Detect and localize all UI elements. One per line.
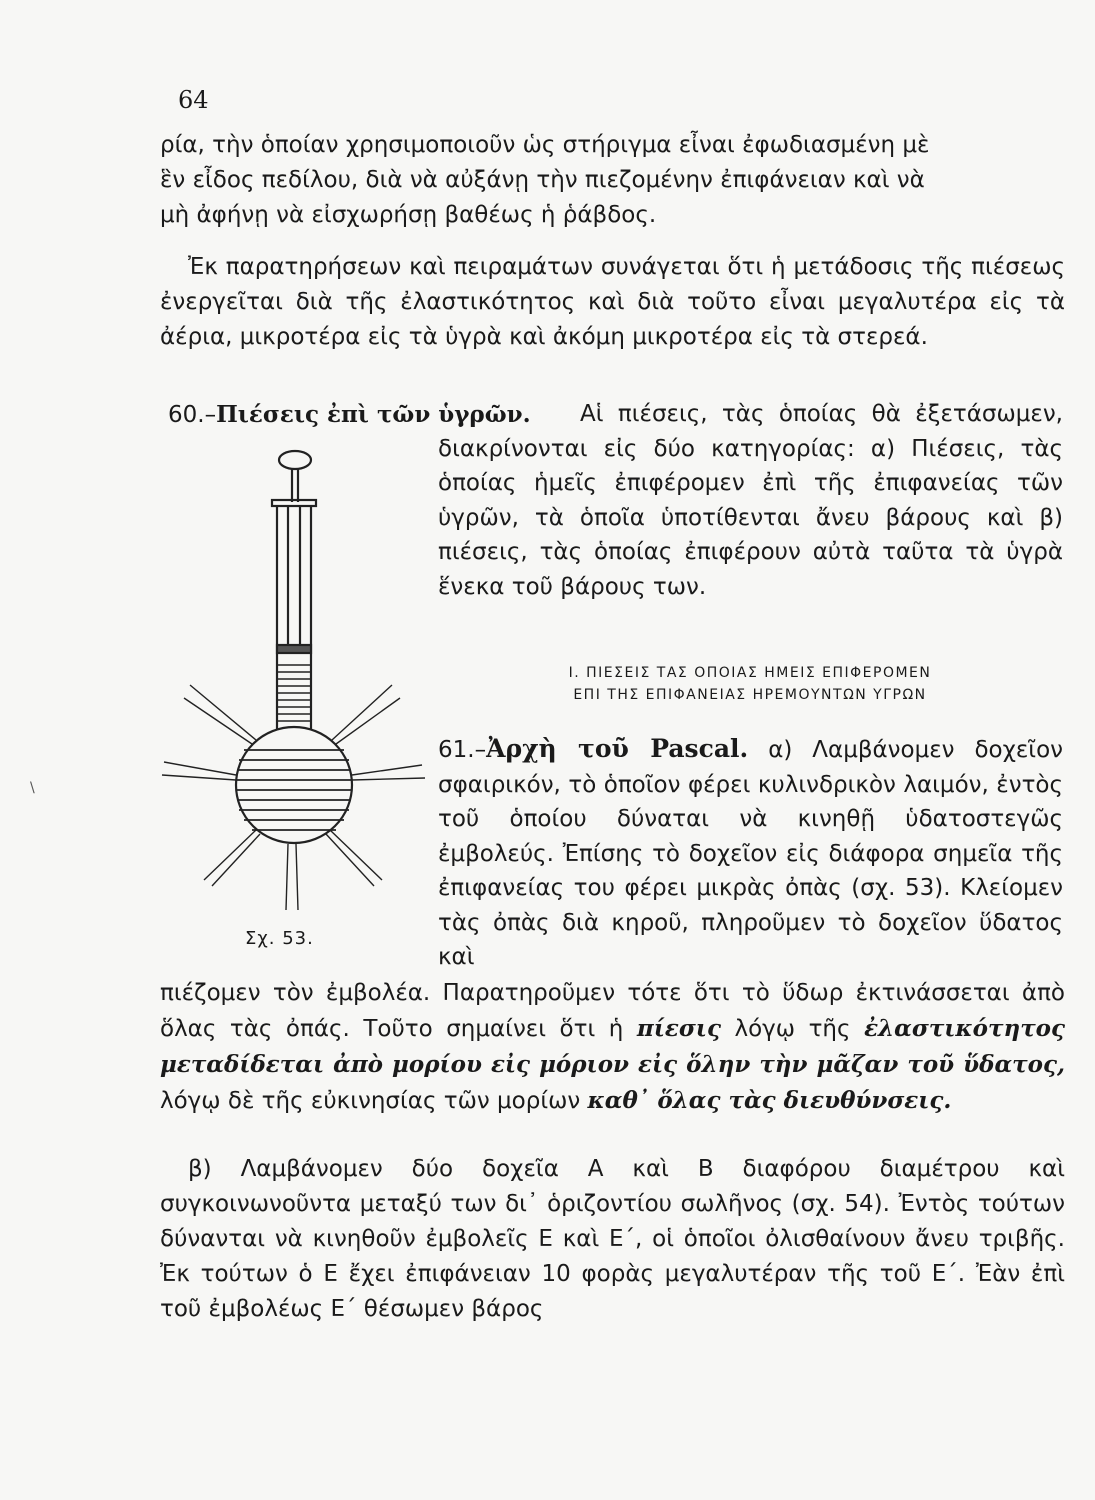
page-number: 64 xyxy=(178,86,209,114)
section-60-text: Αἱ πιέσεις, τὰς ὁποίας θὰ ἐξετάσωμεν, διακρίνονται εἰς δύο κατηγορίας: α) Πιέσεις, τὰς ὁποίας ἡμεῖς ἐπιφέρομεν ἐπὶ τῆς ἐπιφανείας τῶν ὑγρῶν, τὰ ὁποῖα ὑποτίθενται ἄνευ βάρους καὶ β) πιέσεις, τὰς ὁποίας ἐπιφέρουν αὐτὰ ταῦτα τὰ ὑγρὰ ἕνεκα τοῦ βάρους των. xyxy=(438,401,1063,600)
section-61-number: 61.– xyxy=(438,737,487,763)
section-60-number: 60.– xyxy=(168,402,217,428)
section-61-title: Ἀρχὴ τοῦ Pascal. xyxy=(486,734,749,763)
subheading xyxy=(520,662,980,706)
paragraph-b xyxy=(160,1152,1065,1327)
subheading-line-2: ΕΠΙ ΤΗΣ ΕΠΙΦΑΝΕΙΑΣ ΗΡΕΜΟΥΝΤΩΝ ΥΓΡΩΝ xyxy=(573,687,927,703)
second-paragraph-text: Ἐκ παρατηρήσεων καὶ πειραμάτων συνάγεται ὅτι ἡ μετάδοσις τῆς πιέσεως ἐνεργεῖται διὰ τῆς ἐλαστικότητος καὶ διὰ τοῦτο εἶναι μεγαλυτέρα εἰς τὰ ἀέρια, μικροτέρα εἰς τὰ ὑγρὰ καὶ ἀκόμη μικροτέρα εἰς τὰ στερεά. xyxy=(160,254,1065,350)
top-paragraph xyxy=(160,128,1065,233)
pascal-sphere-syringe-icon xyxy=(160,440,430,930)
section-61-full-a: πιέζομεν τὸν ἐμβολέα. Παρατηροῦμεν τότε ὅτι τὸ ὕδωρ ἐκτινάσσεται ἀπὸ ὅλας τὰς ὀπάς. Τοῦτο σημαίνει ὅτι ἡ xyxy=(160,980,1065,1042)
section-60-title: Πιέσεις ἐπὶ τῶν ὑγρῶν. xyxy=(216,401,531,428)
second-paragraph xyxy=(160,250,1065,355)
figure-53 xyxy=(160,440,430,930)
figure-caption: Σχ. 53. xyxy=(245,928,314,949)
top-line-2: ἓν εἶδος πεδίλου, διὰ νὰ αὐξάνῃ τὴν πιεζομένην ἐπιφάνειαν καὶ νὰ xyxy=(160,167,925,193)
stray-mark: \ xyxy=(30,780,35,796)
emphasis-directions: καθ᾽ ὅλας τὰς διευθύνσεις. xyxy=(587,1087,952,1114)
emphasis-elasticity: ἐλαστικότητος μεταδίδεται ἀπὸ μορίου εἰς μόριον εἰς ὅλην τὴν μᾶζαν τοῦ ὕδατος, xyxy=(160,1015,1066,1078)
section-61-full-c: λόγῳ δὲ τῆς εὐκινησίας τῶν μορίων xyxy=(160,1088,581,1114)
section-61-text: α) Λαμβάνομεν δοχεῖον σφαιρικόν, τὸ ὁποῖον φέρει κυλινδρικὸν λαιμόν, ἐντὸς τοῦ ὁποίου δύναται νὰ κινηθῇ ὑδατοστεγῶς ἐμβολεύς. Ἐπίσης τὸ δοχεῖον εἰς διάφορα σημεῖα τῆς ἐπιφανείας του φέρει μικρὰς ὀπὰς (σχ. 53). Κλείομεν τὰς ὀπὰς διὰ κηροῦ, πληροῦμεν τὸ δοχεῖον ὕδατος καὶ xyxy=(438,737,1064,970)
section-61-right xyxy=(438,732,1063,975)
emphasis-pressure: πίεσις xyxy=(636,1015,721,1042)
paragraph-b-text: β) Λαμβάνομεν δύο δοχεῖα Α καὶ Β διαφόρου διαμέτρου καὶ συγκοινωνοῦντα μεταξύ των δι᾽ ὁριζοντίου σωλῆνος (σχ. 54). Ἐντὸς τούτων δύνανται νὰ κινηθοῦν ἐμβολεῖς Ε καὶ Ε΄, οἱ ὁποῖοι ὀλισθαίνουν ἄνευ τριβῆς. Ἐκ τούτων ὁ Ε ἔχει ἐπιφάνειαν 10 φορὰς μεγαλυτέραν τῆς τοῦ Ε΄. Ἐὰν ἐπὶ τοῦ ἐμβολέως Ε΄ θέσωμεν βάρος xyxy=(160,1156,1065,1322)
top-line-3: μὴ ἀφήνῃ νὰ εἰσχωρήσῃ βαθέως ἡ ῥάβδος. xyxy=(160,202,657,228)
top-line-1: ρία, τὴν ὁποίαν χρησιμοποιοῦν ὡς στήριγμα εἶναι ἐφωδιασμένη μὲ xyxy=(160,132,930,158)
subheading-line-1: Ι. ΠΙΕΣΕΙΣ ΤΑΣ ΟΠΟΙΑΣ ΗΜΕΙΣ ΕΠΙΦΕΡΟΜΕΝ xyxy=(568,665,932,681)
section-60-body xyxy=(438,397,1063,604)
section-61-full-b: λόγῳ τῆς xyxy=(734,1016,851,1042)
section-61-full xyxy=(160,976,1065,1119)
